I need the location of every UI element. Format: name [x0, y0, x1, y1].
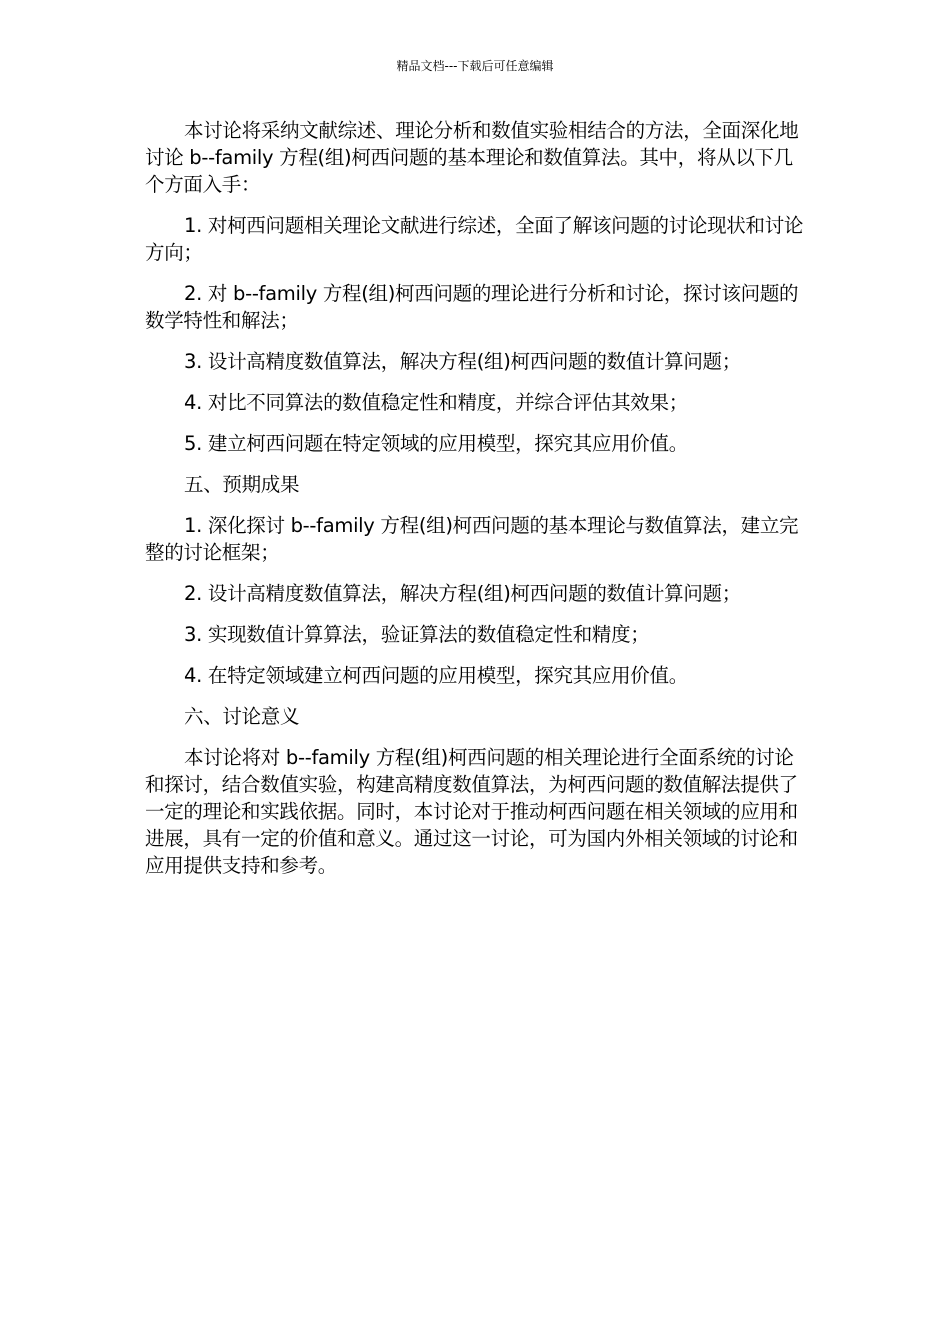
method-item-5: 5. 建立柯西问题在特定领域的应用模型，探究其应用价值。	[184, 432, 688, 455]
significance-paragraph: 本讨论将对 b--family 方程(组)柯西问题的相关理论进行全面系统的讨论和探讨，结合数值实验，构建高精度数值算法，为柯西问题的数值解法提供了一定的理论和实践依据。同时，本讨论对于推动柯西问题在相关领域的应用和进展，具有一定的价值和意义。通过这一讨论，可为国内外相关领域的讨论和应用提供支持和参考。	[145, 746, 798, 877]
result-item-2: 2. 设计高精度数值算法，解决方程(组)柯西问题的数值计算问题；	[184, 582, 741, 605]
method-item-3: 3. 设计高精度数值算法，解决方程(组)柯西问题的数值计算问题；	[184, 350, 741, 373]
document-body	[145, 117, 810, 879]
result-item-3: 3. 实现数值计算算法，验证算法的数值稳定性和精度；	[184, 623, 650, 646]
section-heading-significance: 六、讨论意义	[184, 705, 300, 728]
method-item-1: 1. 对柯西问题相关理论文献进行综述，全面了解该问题的讨论现状和讨论方向；	[145, 214, 804, 264]
intro-paragraph: 本讨论将采纳文献综述、理论分析和数值实验相结合的方法，全面深化地讨论 b--family 方程(组)柯西问题的基本理论和数值算法。其中，将从以下几个方面入手：	[145, 119, 799, 196]
result-item-4: 4. 在特定领域建立柯西问题的应用模型，探究其应用价值。	[184, 664, 688, 687]
section-heading-expected-results: 五、预期成果	[184, 473, 300, 496]
method-item-2: 2. 对 b--family 方程(组)柯西问题的理论进行分析和讨论，探讨该问题的数学特性和解法；	[145, 282, 799, 332]
page-header: 精品文档---下载后可任意编辑	[396, 59, 554, 73]
result-item-1: 1. 深化探讨 b--family 方程(组)柯西问题的基本理论与数值算法，建立完整的讨论框架；	[145, 514, 799, 564]
method-item-4: 4. 对比不同算法的数值稳定性和精度，并综合评估其效果；	[184, 391, 688, 414]
